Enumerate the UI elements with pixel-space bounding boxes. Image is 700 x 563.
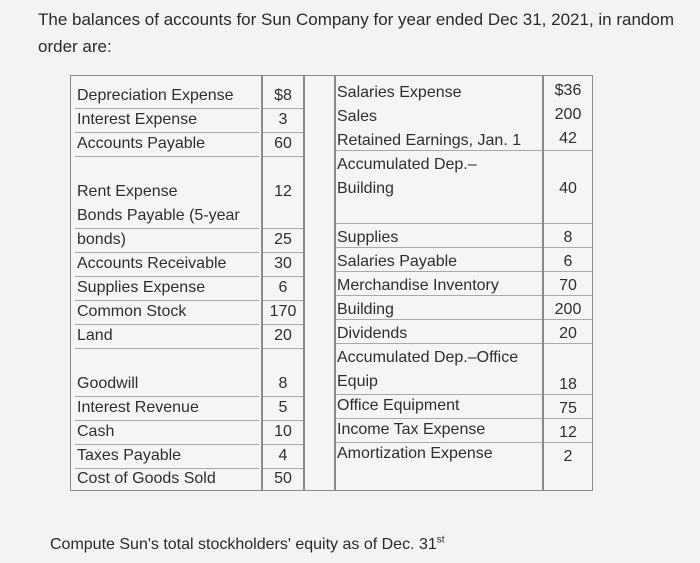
right-account-name: Retained Earnings, Jan. 1	[337, 132, 522, 149]
right-account-value: 42	[559, 130, 577, 147]
row-line	[263, 156, 303, 157]
question-text	[50, 536, 445, 554]
intro-line-1: The balances of accounts for Sun Company for year ended Dec 31, 2021, in random	[38, 10, 674, 29]
row-line	[336, 223, 542, 224]
left-account-name: Accounts Receivable	[77, 255, 227, 272]
question-ordinal: st	[436, 534, 445, 546]
left-account-value: 60	[274, 135, 292, 152]
left-account-value: 10	[274, 423, 292, 440]
right-account-name: Supplies	[337, 229, 399, 246]
row-line	[263, 348, 303, 349]
right-account-value: 40	[559, 180, 577, 197]
right-account-name: Accumulated Dep.–Office	[337, 349, 519, 366]
left-account-name: Rent Expense	[77, 183, 178, 200]
problem-intro	[38, 6, 688, 60]
left-account-name: Depreciation Expense	[77, 87, 234, 104]
left-account-name: Cost of Goods Sold	[77, 470, 216, 487]
right-account-name: Office Equipment	[337, 397, 460, 414]
right-account-value: 75	[559, 400, 577, 417]
right-account-name: Sales	[337, 108, 378, 125]
left-account-name: Interest Revenue	[77, 399, 199, 416]
intro-line-2: order are:	[38, 37, 112, 56]
left-account-value: 20	[274, 327, 292, 344]
left-account-value: 8	[278, 375, 288, 392]
right-account-name: Salaries Expense	[337, 84, 462, 101]
left-account-value: 25	[274, 231, 292, 248]
right-account-name: Income Tax Expense	[337, 421, 486, 438]
right-account-name: Accumulated Dep.–	[337, 156, 477, 173]
left-account-name: Taxes Payable	[77, 447, 182, 464]
right-account-value: 6	[563, 253, 573, 270]
left-account-name: Common Stock	[77, 303, 187, 320]
right-account-value: 2	[563, 448, 573, 465]
account-balances-table	[70, 75, 593, 491]
question-main: Compute Sun's total stockholders' equity as of Dec. 31	[50, 536, 437, 553]
right-account-name: Equip	[337, 373, 378, 390]
right-account-value: $36	[554, 82, 582, 99]
column-divider	[334, 76, 336, 490]
left-account-name: bonds)	[77, 231, 126, 248]
left-account-name: Land	[77, 327, 113, 344]
column-divider	[303, 76, 305, 490]
left-account-name: Accounts Payable	[77, 135, 206, 152]
left-account-name: Bonds Payable (5-year	[77, 207, 240, 224]
right-account-name: Building	[337, 301, 394, 318]
right-account-name: Amortization Expense	[337, 445, 493, 462]
right-account-value: 20	[559, 325, 577, 342]
right-account-value: 12	[559, 424, 577, 441]
left-account-value: 3	[278, 111, 288, 128]
row-line	[75, 156, 259, 157]
left-account-value: 50	[274, 470, 292, 487]
left-account-name: Interest Expense	[77, 111, 198, 128]
left-account-name: Goodwill	[77, 375, 139, 392]
row-line	[75, 348, 259, 349]
right-account-value: 18	[559, 376, 577, 393]
right-account-value: 200	[554, 106, 582, 123]
left-account-name: Cash	[77, 423, 115, 440]
left-account-value: $8	[274, 87, 292, 104]
right-account-name: Dividends	[337, 325, 408, 342]
left-account-value: 4	[278, 447, 288, 464]
right-account-value: 8	[563, 229, 573, 246]
left-account-name: Supplies Expense	[77, 279, 206, 296]
right-account-name: Salaries Payable	[337, 253, 458, 270]
right-account-name: Merchandise Inventory	[337, 277, 499, 294]
row-line	[544, 223, 592, 224]
left-account-value: 170	[269, 303, 297, 320]
right-account-value: 200	[554, 301, 582, 318]
right-account-name: Building	[337, 180, 394, 197]
left-account-value: 5	[278, 399, 288, 416]
left-account-value: 6	[278, 279, 288, 296]
left-account-value: 30	[274, 255, 292, 272]
right-account-value: 70	[559, 277, 577, 294]
left-account-value: 12	[274, 183, 292, 200]
